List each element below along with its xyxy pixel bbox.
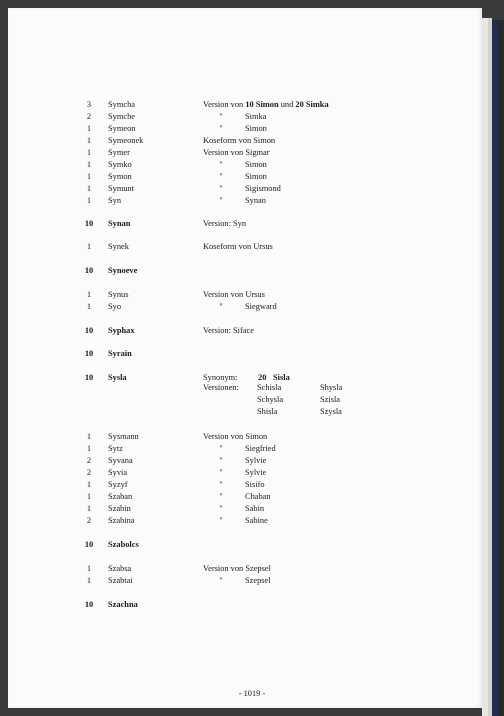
ditto-mark: " <box>219 160 223 169</box>
entry-variant: Sylvie <box>245 468 267 477</box>
entry-count: 1 <box>86 124 92 133</box>
entry-variant: Sabine <box>245 516 268 525</box>
entry-count: 10 <box>84 266 94 275</box>
ditto-mark: " <box>219 112 223 121</box>
entry-description: Version von Simon <box>203 432 268 441</box>
entry-name: Symko <box>108 160 132 169</box>
entry-count: 1 <box>86 564 92 573</box>
entry-description: Version: Syn <box>203 219 247 228</box>
entry-name: Sysla <box>108 373 127 382</box>
entry-variant: Simon <box>245 124 267 133</box>
entry-variant: Simon <box>245 172 267 181</box>
entry-name: Symunt <box>108 184 135 193</box>
entry-name: Szabina <box>108 516 135 525</box>
entry-count: 10 <box>84 349 94 358</box>
ditto-mark: " <box>219 480 223 489</box>
entry-name: Szabolcs <box>108 540 139 549</box>
entry-name: Szaban <box>108 492 133 501</box>
version-item: Szysla <box>320 407 342 416</box>
ditto-mark: " <box>219 196 223 205</box>
entry-variant: Sabin <box>245 504 265 513</box>
entry-description: Version von 10 Simon und 20 Simka <box>203 100 329 109</box>
entry-description: Koseform von Ursus <box>203 242 273 251</box>
entry-count: 10 <box>84 326 94 335</box>
entry-name: Symeon <box>108 124 136 133</box>
entry-name: Sysmann <box>108 432 139 441</box>
entry-variant: Chaban <box>245 492 271 501</box>
entry-name: Syphax <box>108 326 135 335</box>
entry-variant: Simon <box>245 160 267 169</box>
ditto-mark: " <box>219 184 223 193</box>
entry-count: 1 <box>86 302 92 311</box>
entry-name: Synoeve <box>108 266 138 275</box>
entry-count: 1 <box>86 196 92 205</box>
entry-count: 1 <box>86 492 92 501</box>
entry-name: Symche <box>108 112 135 121</box>
entry-variant: Simka <box>245 112 267 121</box>
entry-count: 1 <box>86 242 92 251</box>
version-item: Shysla <box>320 383 343 392</box>
entry-count: 2 <box>86 468 92 477</box>
ditto-mark: " <box>219 492 223 501</box>
entry-count: 2 <box>86 112 92 121</box>
ditto-mark: " <box>219 468 223 477</box>
entry-name: Szabin <box>108 504 131 513</box>
version-item: Schysla <box>257 395 284 404</box>
entry-name: Szachna <box>108 600 138 609</box>
entry-name: Synan <box>108 219 131 228</box>
entry-variant: Sigismond <box>245 184 281 193</box>
entry-name: Syrain <box>108 349 132 358</box>
entry-count: 1 <box>86 504 92 513</box>
entry-name: Syvia <box>108 468 128 477</box>
entry-count: 1 <box>86 576 92 585</box>
entry-description: Koseform von Simon <box>203 136 276 145</box>
synonym-number: 20 <box>258 373 267 382</box>
entry-count: 1 <box>86 184 92 193</box>
entry-count: 10 <box>84 219 94 228</box>
entry-count: 1 <box>86 148 92 157</box>
entry-count: 10 <box>84 600 94 609</box>
ditto-mark: " <box>219 456 223 465</box>
version-item: Schisla <box>257 383 282 392</box>
entry-count: 1 <box>86 172 92 181</box>
entry-name: Synus <box>108 290 129 299</box>
entry-variant: Synan <box>245 196 266 205</box>
entry-variant: Siegfried <box>245 444 276 453</box>
entry-name: Synek <box>108 242 129 251</box>
synonym-label: Synonym: <box>203 373 238 382</box>
ditto-mark: " <box>219 576 223 585</box>
ditto-mark: " <box>219 172 223 181</box>
entry-name: Syo <box>108 302 122 311</box>
synonym-word: Sisla <box>273 373 290 382</box>
entry-name: Symer <box>108 148 130 157</box>
entry-count: 2 <box>86 516 92 525</box>
entry-name: Symeonek <box>108 136 144 145</box>
entry-name: Syn <box>108 196 122 205</box>
entry-count: 10 <box>84 540 94 549</box>
ditto-mark: " <box>219 302 223 311</box>
entry-variant: Siegward <box>245 302 277 311</box>
entry-count: 1 <box>86 290 92 299</box>
entry-description: Version: Siface <box>203 326 254 335</box>
entry-count: 3 <box>86 100 92 109</box>
entry-count: 1 <box>86 136 92 145</box>
entry-name: Symon <box>108 172 132 181</box>
book-cover-edge <box>498 20 504 716</box>
ditto-mark: " <box>219 516 223 525</box>
entry-name: Szabtai <box>108 576 133 585</box>
entry-count: 1 <box>86 444 92 453</box>
entry-description: Version von Ursus <box>203 290 265 299</box>
entry-variant: Sylvie <box>245 456 267 465</box>
page-number: - 1019 - <box>238 689 266 698</box>
version-item: Shisla <box>257 407 278 416</box>
entry-count: 1 <box>86 480 92 489</box>
entry-name: Syzyf <box>108 480 128 489</box>
entry-count: 10 <box>84 373 94 382</box>
entry-name: Syvana <box>108 456 133 465</box>
ditto-mark: " <box>219 444 223 453</box>
entry-name: Szabsa <box>108 564 132 573</box>
entry-variant: Szepsel <box>245 576 271 585</box>
versions-label: Versionen: <box>203 383 239 392</box>
ditto-mark: " <box>219 504 223 513</box>
entry-count: 1 <box>86 432 92 441</box>
version-item: Szisla <box>320 395 341 404</box>
entry-description: Version von Sigmar <box>203 148 270 157</box>
entry-count: 1 <box>86 160 92 169</box>
entry-variant: Sisifo <box>245 480 265 489</box>
entry-name: Sytz <box>108 444 123 453</box>
ditto-mark: " <box>219 124 223 133</box>
entry-count: 2 <box>86 456 92 465</box>
entry-name: Symcha <box>108 100 135 109</box>
entry-description: Version von Szepsel <box>203 564 271 573</box>
